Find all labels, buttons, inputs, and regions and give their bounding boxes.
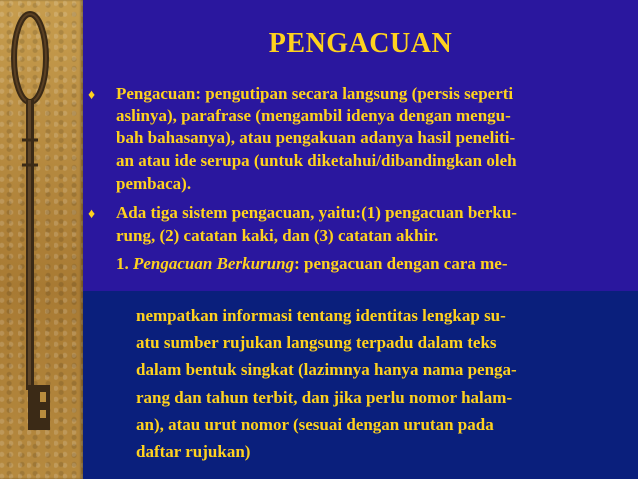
- item-number: 1.: [116, 254, 129, 273]
- continuation-line: dalam bentuk singkat (lazimnya hanya nama penga-: [136, 360, 517, 379]
- continuation-line: an), atau urut nomor (sesuai dengan urutan pada: [136, 415, 494, 434]
- bullet1-line: an atau ide serupa (untuk diketahui/dibandingkan oleh: [116, 151, 517, 170]
- slide-title: PENGACUAN: [268, 28, 453, 59]
- item-term: Pengacuan Berkurung: [133, 254, 295, 273]
- bullet-diamond-icon: ♦: [88, 207, 96, 222]
- bullet1-line: pembaca).: [116, 174, 192, 193]
- continuation-line: nempatkan informasi tentang identitas lengkap su-: [136, 306, 506, 325]
- bullet1-line: Pengacuan: pengutipan secara langsung (persis seperti: [116, 84, 514, 103]
- continuation-line: atu sumber rujukan langsung terpadu dalam teks: [136, 333, 497, 352]
- antique-key-icon: [0, 0, 83, 479]
- continuation-line: daftar rujukan): [136, 442, 251, 461]
- numbered-item-1: [116, 254, 508, 274]
- continuation-line: rang dan tahun terbit, dan jika perlu nomor halam-: [136, 388, 513, 407]
- bullet2-line: Ada tiga sistem pengacuan, yaitu:(1) pengacuan berku-: [116, 203, 517, 222]
- bullet2-line: rung, (2) catatan kaki, dan (3) catatan akhir.: [116, 226, 439, 245]
- bullet-diamond-icon: ♦: [88, 88, 96, 103]
- item-definition-start: : pengacuan dengan cara me-: [294, 254, 508, 273]
- bullet1-line: aslinya), parafrase (mengambil idenya dengan mengu-: [116, 106, 511, 125]
- bullet1-line: bah bahasanya), atau pengakuan adanya hasil peneliti-: [116, 128, 516, 147]
